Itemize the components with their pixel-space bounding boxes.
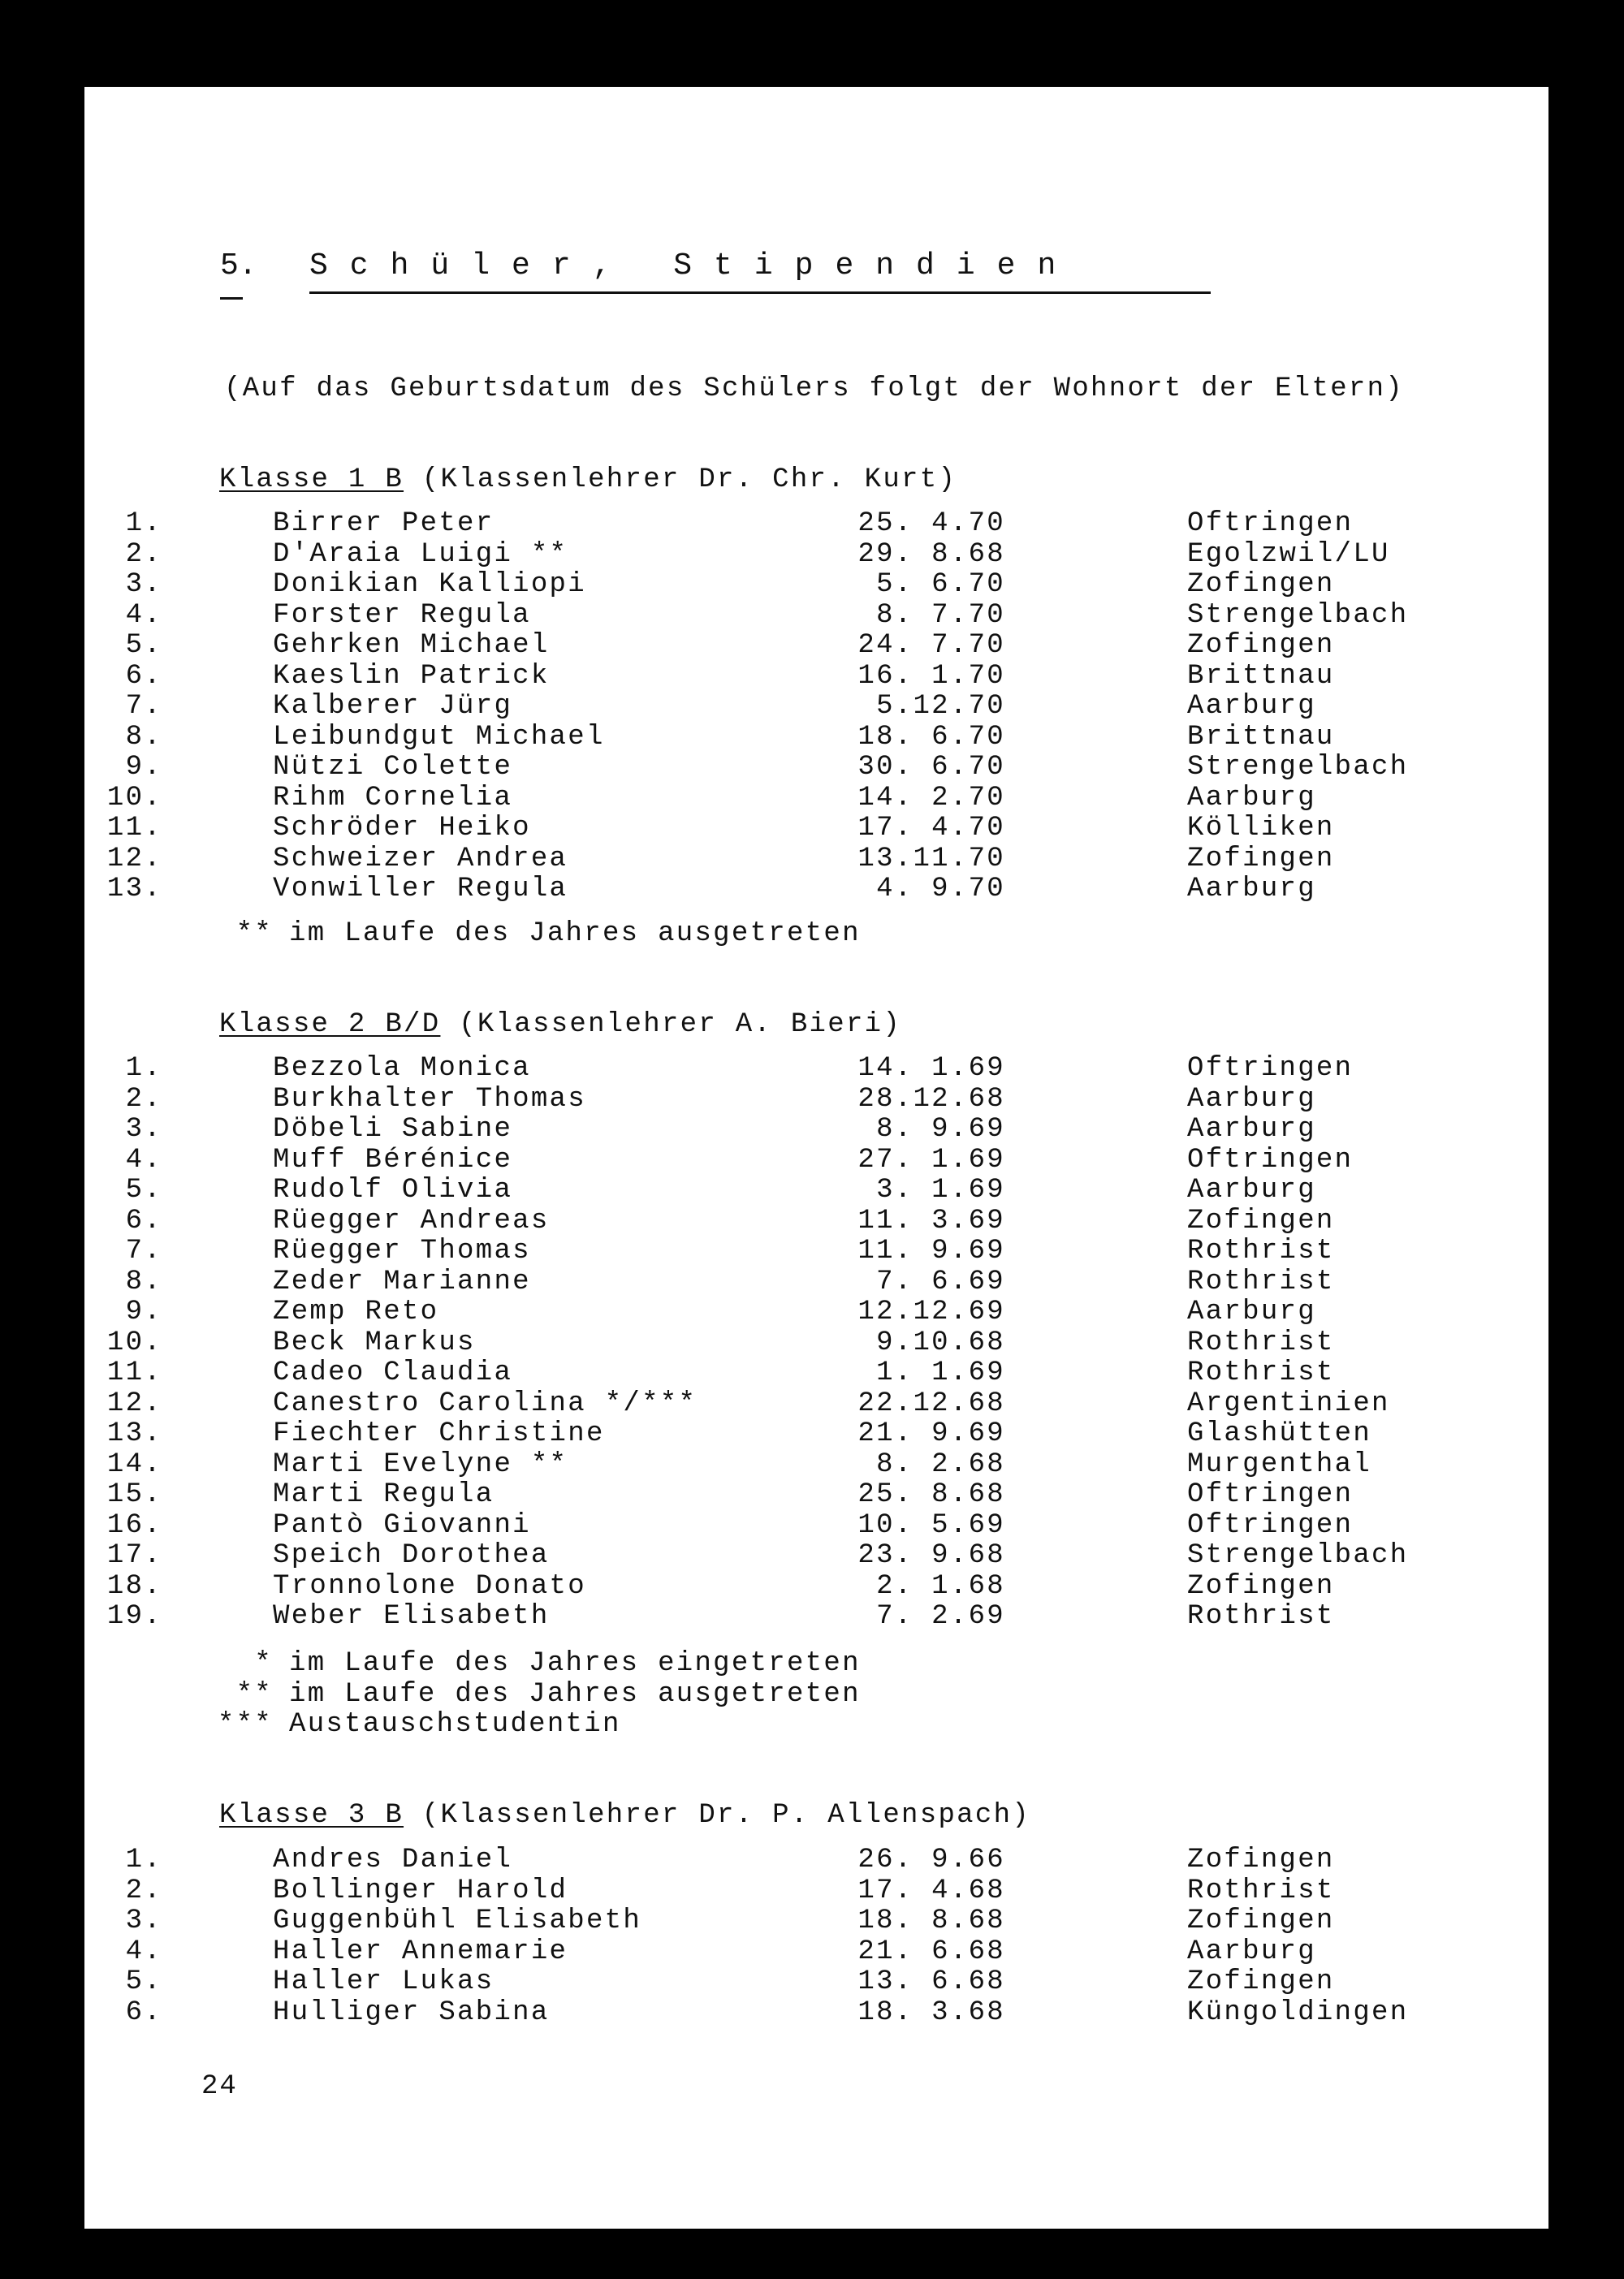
student-name: Weber Elisabeth — [273, 1601, 550, 1632]
student-index: 4. — [125, 599, 162, 631]
student-index: 8. — [125, 1266, 162, 1297]
student-birthdate: 1. 1.69 — [876, 1357, 1005, 1388]
student-name: Zeder Marianne — [273, 1266, 531, 1297]
student-birthdate: 25. 4.70 — [857, 508, 1005, 539]
student-hometown: Oftringen — [1187, 1479, 1354, 1510]
student-index: 9. — [125, 752, 162, 783]
student-index: 17. — [106, 1540, 162, 1571]
student-hometown: Aarburg — [1187, 1297, 1316, 1327]
student-name: Schweizer Andrea — [273, 843, 568, 874]
student-name: Canestro Carolina */*** — [273, 1388, 698, 1419]
student-name: Fiechter Christine — [273, 1418, 605, 1449]
student-index: 5. — [125, 630, 162, 661]
student-birthdate: 29. 8.68 — [857, 538, 1005, 570]
student-row — [0, 1906, 1624, 1937]
student-row — [0, 1967, 1624, 1998]
student-row — [0, 1297, 1624, 1328]
student-row — [0, 631, 1624, 662]
class-name: Klasse 3 B — [219, 1800, 404, 1831]
student-name: Pantò Giovanni — [273, 1509, 531, 1541]
student-birthdate: 10. 5.69 — [857, 1509, 1005, 1541]
student-birthdate: 5. 6.70 — [876, 569, 1005, 600]
student-birthdate: 27. 1.69 — [857, 1144, 1005, 1176]
student-index: 15. — [106, 1479, 162, 1510]
class-teacher: (Klassenlehrer Dr. P. Allenspach) — [421, 1800, 1030, 1831]
student-row — [0, 570, 1624, 601]
footnote-symbol: *** — [217, 1709, 273, 1740]
student-name: Cadeo Claudia — [273, 1357, 513, 1388]
student-hometown: Zofingen — [1187, 569, 1335, 600]
student-index: 2. — [125, 1875, 162, 1906]
student-index: 1. — [125, 508, 162, 539]
student-birthdate: 17. 4.68 — [857, 1875, 1005, 1906]
student-hometown: Zofingen — [1187, 630, 1335, 661]
student-hometown: Oftringen — [1187, 508, 1354, 539]
page-number: 24 — [201, 2071, 238, 2102]
student-name: Hulliger Sabina — [273, 1996, 550, 2028]
student-index: 12. — [106, 843, 162, 874]
student-row — [0, 1146, 1624, 1176]
student-index: 3. — [125, 1906, 162, 1936]
student-birthdate: 21. 9.69 — [857, 1418, 1005, 1449]
student-birthdate: 11. 9.69 — [857, 1236, 1005, 1267]
student-hometown: Aarburg — [1187, 782, 1316, 814]
student-name: Leibundgut Michael — [273, 721, 605, 753]
class-heading-1b — [219, 464, 957, 495]
footnote-symbol: * — [254, 1648, 273, 1679]
student-index: 7. — [125, 1236, 162, 1267]
student-row — [0, 783, 1624, 814]
student-hometown: Zofingen — [1187, 1205, 1335, 1237]
student-birthdate: 21. 6.68 — [857, 1936, 1005, 1967]
student-index: 12. — [106, 1388, 162, 1419]
student-name: Beck Markus — [273, 1327, 476, 1358]
student-name: Rudolf Olivia — [273, 1175, 513, 1206]
student-hometown: Rothrist — [1187, 1266, 1335, 1297]
student-hometown: Egolzwil/LU — [1187, 538, 1390, 570]
class-heading-2bd — [219, 1009, 901, 1040]
scan-border-bottom — [0, 2229, 1624, 2279]
class-heading-3b — [219, 1800, 1030, 1831]
class-name: Klasse 1 B — [219, 464, 404, 495]
student-birthdate: 7. 2.69 — [876, 1601, 1005, 1632]
student-name: Rihm Cornelia — [273, 782, 513, 814]
student-name: Marti Evelyne ** — [273, 1448, 568, 1480]
intro-note: (Auf das Geburtsdatum des Schülers folgt der Wohnort der Eltern) — [224, 373, 1405, 404]
student-name: Gehrken Michael — [273, 630, 550, 661]
student-name: Zemp Reto — [273, 1297, 439, 1327]
student-birthdate: 25. 8.68 — [857, 1479, 1005, 1510]
student-hometown: Zofingen — [1187, 1966, 1335, 1997]
student-row — [0, 1572, 1624, 1603]
footnote-symbol: ** — [235, 918, 273, 949]
student-name: Nützi Colette — [273, 752, 513, 783]
student-row — [0, 1358, 1624, 1389]
student-row — [0, 753, 1624, 783]
student-row — [0, 1328, 1624, 1359]
student-name: Tronnolone Donato — [273, 1570, 586, 1602]
student-name: Forster Regula — [273, 599, 531, 631]
student-index: 4. — [125, 1144, 162, 1176]
student-name: Rüegger Andreas — [273, 1205, 550, 1237]
section-number-underline — [220, 297, 243, 300]
student-name: Kaeslin Patrick — [273, 660, 550, 692]
student-birthdate: 14. 1.69 — [857, 1053, 1005, 1084]
student-birthdate: 11. 3.69 — [857, 1205, 1005, 1237]
class-name: Klasse 2 B/D — [219, 1009, 441, 1040]
student-birthdate: 28.12.68 — [857, 1083, 1005, 1115]
footnote — [201, 1649, 861, 1680]
student-hometown: Strengelbach — [1187, 752, 1409, 783]
student-hometown: Rothrist — [1187, 1327, 1335, 1358]
student-index: 11. — [106, 1357, 162, 1388]
student-row — [0, 662, 1624, 693]
section-title: Schüler, Stipendien — [309, 248, 1078, 283]
student-birthdate: 24. 7.70 — [857, 630, 1005, 661]
student-name: Donikian Kalliopi — [273, 569, 586, 600]
student-name: Bollinger Harold — [273, 1875, 568, 1906]
student-index: 1. — [125, 1845, 162, 1875]
student-index: 5. — [125, 1966, 162, 1997]
student-row — [0, 1845, 1624, 1876]
student-birthdate: 12.12.69 — [857, 1297, 1005, 1327]
student-name: D'Araia Luigi ** — [273, 538, 568, 570]
student-index: 5. — [125, 1175, 162, 1206]
student-row — [0, 1541, 1624, 1572]
student-row — [0, 1480, 1624, 1511]
footnote-text: im Laufe des Jahres ausgetreten — [289, 1679, 861, 1710]
student-row — [0, 1267, 1624, 1298]
student-hometown: Aarburg — [1187, 1114, 1316, 1145]
student-hometown: Zofingen — [1187, 1906, 1335, 1936]
student-row — [0, 1937, 1624, 1968]
student-row — [0, 844, 1624, 875]
student-hometown: Aarburg — [1187, 1175, 1316, 1206]
student-hometown: Zofingen — [1187, 1845, 1335, 1875]
student-birthdate: 3. 1.69 — [876, 1175, 1005, 1206]
student-index: 13. — [106, 874, 162, 904]
footnote — [201, 1680, 861, 1711]
student-name: Burkhalter Thomas — [273, 1083, 586, 1115]
student-hometown: Zofingen — [1187, 843, 1335, 874]
student-row — [0, 1206, 1624, 1237]
student-index: 8. — [125, 721, 162, 753]
student-name: Schröder Heiko — [273, 813, 531, 844]
student-index: 6. — [125, 1205, 162, 1237]
student-birthdate: 7. 6.69 — [876, 1266, 1005, 1297]
student-birthdate: 5.12.70 — [876, 691, 1005, 722]
student-row — [0, 540, 1624, 571]
student-hometown: Aarburg — [1187, 1936, 1316, 1967]
student-birthdate: 18. 3.68 — [857, 1996, 1005, 2028]
student-birthdate: 4. 9.70 — [876, 874, 1005, 904]
student-hometown: Brittnau — [1187, 660, 1335, 692]
student-name: Andres Daniel — [273, 1845, 513, 1875]
student-hometown: Oftringen — [1187, 1144, 1354, 1176]
student-row — [0, 1389, 1624, 1420]
student-birthdate: 18. 6.70 — [857, 721, 1005, 753]
student-hometown: Oftringen — [1187, 1509, 1354, 1541]
student-name: Muff Bérénice — [273, 1144, 513, 1176]
class-teacher: (Klassenlehrer A. Bieri) — [459, 1009, 902, 1040]
student-list-3b — [0, 1845, 1624, 2028]
student-birthdate: 26. 9.66 — [857, 1845, 1005, 1875]
student-index: 1. — [125, 1053, 162, 1084]
footnote-text: im Laufe des Jahres ausgetreten — [289, 918, 861, 949]
footnote — [201, 1710, 621, 1741]
student-hometown: Strengelbach — [1187, 1540, 1409, 1571]
student-birthdate: 17. 4.70 — [857, 813, 1005, 844]
student-row — [0, 814, 1624, 844]
student-name: Bezzola Monica — [273, 1053, 531, 1084]
section-number: 5. — [220, 248, 257, 283]
student-row — [0, 1419, 1624, 1450]
student-hometown: Aarburg — [1187, 691, 1316, 722]
student-name: Döbeli Sabine — [273, 1114, 513, 1145]
student-row — [0, 692, 1624, 723]
student-index: 2. — [125, 1083, 162, 1115]
footnote-text: im Laufe des Jahres eingetreten — [289, 1648, 861, 1679]
student-row — [0, 1115, 1624, 1146]
footnote — [201, 919, 861, 950]
student-index: 10. — [106, 782, 162, 814]
footnote-symbol: ** — [235, 1679, 273, 1710]
student-row — [0, 1054, 1624, 1085]
student-birthdate: 13. 6.68 — [857, 1966, 1005, 1997]
student-birthdate: 8. 2.68 — [876, 1448, 1005, 1480]
student-row — [0, 601, 1624, 632]
student-birthdate: 30. 6.70 — [857, 752, 1005, 783]
student-index: 7. — [125, 691, 162, 722]
student-name: Haller Annemarie — [273, 1936, 568, 1967]
student-birthdate: 8. 7.70 — [876, 599, 1005, 631]
student-hometown: Glashütten — [1187, 1418, 1372, 1449]
student-birthdate: 18. 8.68 — [857, 1906, 1005, 1936]
student-list-1b — [0, 509, 1624, 905]
student-index: 18. — [106, 1570, 162, 1602]
student-row — [0, 1876, 1624, 1907]
student-name: Rüegger Thomas — [273, 1236, 531, 1267]
student-row — [0, 509, 1624, 540]
student-index: 10. — [106, 1327, 162, 1358]
student-index: 3. — [125, 569, 162, 600]
class-teacher: (Klassenlehrer Dr. Chr. Kurt) — [421, 464, 957, 495]
student-index: 6. — [125, 660, 162, 692]
student-birthdate: 9.10.68 — [876, 1327, 1005, 1358]
student-index: 2. — [125, 538, 162, 570]
student-hometown: Aarburg — [1187, 874, 1316, 904]
student-hometown: Rothrist — [1187, 1601, 1335, 1632]
student-name: Vonwiller Regula — [273, 874, 568, 904]
student-hometown: Zofingen — [1187, 1570, 1335, 1602]
student-index: 9. — [125, 1297, 162, 1327]
student-index: 6. — [125, 1996, 162, 2028]
student-row — [0, 723, 1624, 753]
student-hometown: Murgenthal — [1187, 1448, 1372, 1480]
scan-border-top — [0, 0, 1624, 87]
student-birthdate: 14. 2.70 — [857, 782, 1005, 814]
student-name: Guggenbühl Elisabeth — [273, 1906, 642, 1936]
student-index: 3. — [125, 1114, 162, 1145]
student-row — [0, 1511, 1624, 1542]
student-hometown: Strengelbach — [1187, 599, 1409, 631]
student-hometown: Rothrist — [1187, 1357, 1335, 1388]
student-index: 19. — [106, 1601, 162, 1632]
student-name: Speich Dorothea — [273, 1540, 550, 1571]
section-title-underline — [309, 291, 1211, 294]
student-index: 16. — [106, 1509, 162, 1541]
student-hometown: Aarburg — [1187, 1083, 1316, 1115]
student-hometown: Kölliken — [1187, 813, 1335, 844]
student-index: 13. — [106, 1418, 162, 1449]
student-row — [0, 1237, 1624, 1267]
student-birthdate: 13.11.70 — [857, 843, 1005, 874]
student-index: 11. — [106, 813, 162, 844]
student-hometown: Oftringen — [1187, 1053, 1354, 1084]
student-birthdate: 22.12.68 — [857, 1388, 1005, 1419]
student-row — [0, 1450, 1624, 1481]
student-birthdate: 23. 9.68 — [857, 1540, 1005, 1571]
student-index: 14. — [106, 1448, 162, 1480]
student-index: 4. — [125, 1936, 162, 1967]
student-name: Marti Regula — [273, 1479, 495, 1510]
student-hometown: Brittnau — [1187, 721, 1335, 753]
footnote-text: Austauschstudentin — [289, 1709, 621, 1740]
student-name: Kalberer Jürg — [273, 691, 513, 722]
student-row — [0, 1602, 1624, 1633]
student-row — [0, 1085, 1624, 1116]
student-row — [0, 874, 1624, 905]
student-hometown: Rothrist — [1187, 1236, 1335, 1267]
student-row — [0, 1998, 1624, 2029]
student-birthdate: 16. 1.70 — [857, 660, 1005, 692]
student-hometown: Argentinien — [1187, 1388, 1390, 1419]
student-list-2bd — [0, 1054, 1624, 1633]
student-hometown: Küngoldingen — [1187, 1996, 1409, 2028]
student-hometown: Rothrist — [1187, 1875, 1335, 1906]
student-name: Haller Lukas — [273, 1966, 495, 1997]
student-name: Birrer Peter — [273, 508, 495, 539]
student-birthdate: 8. 9.69 — [876, 1114, 1005, 1145]
student-birthdate: 2. 1.68 — [876, 1570, 1005, 1602]
student-row — [0, 1176, 1624, 1206]
